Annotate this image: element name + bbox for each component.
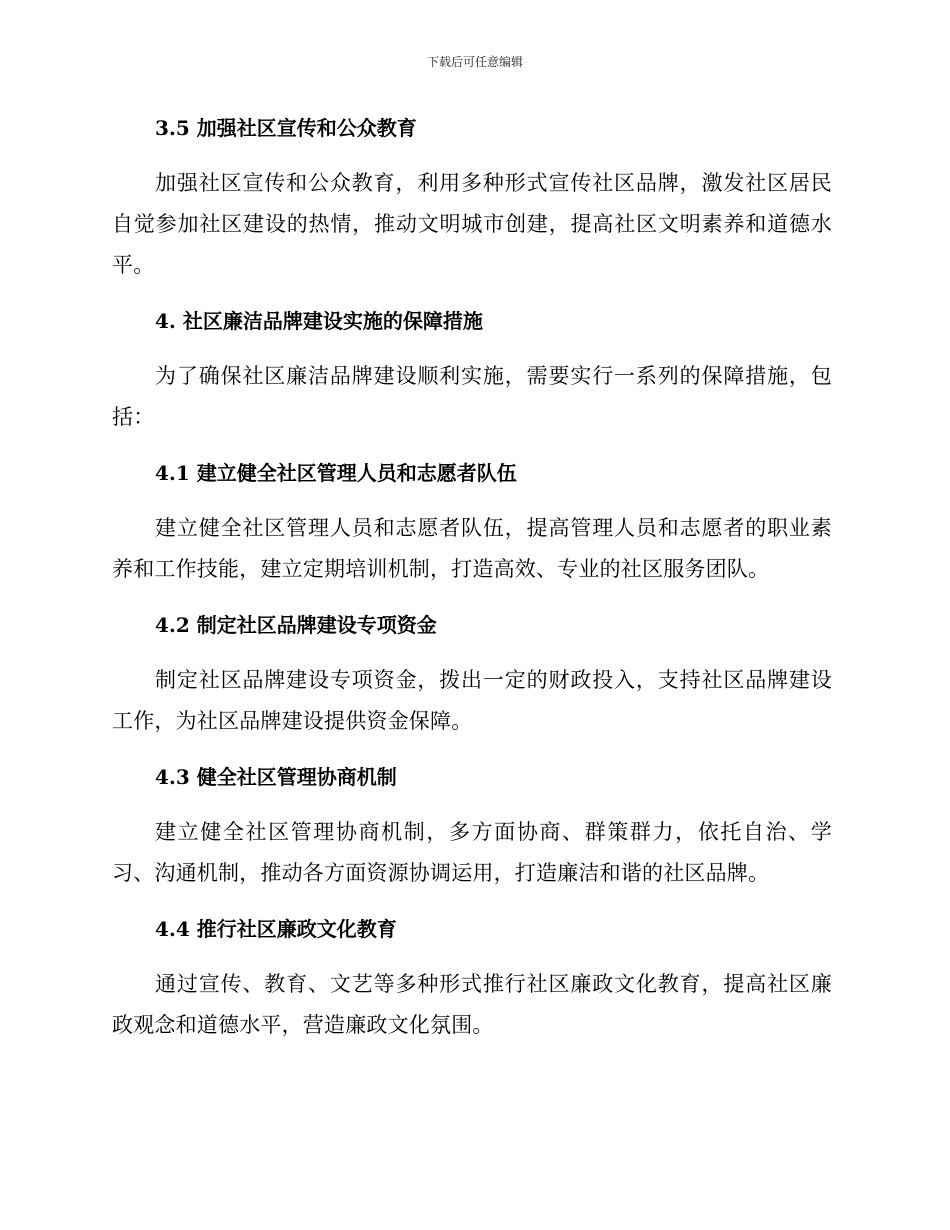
section-paragraph-4-3: 建立健全社区管理协商机制，多方面协商、群策群力，依托自治、学习、沟通机制，推动各方面资源协调运用，打造廉洁和谐的社区品牌。 <box>112 820 832 885</box>
section-heading-4-4: 4.4 推行社区廉政文化教育 <box>155 917 397 941</box>
section-heading-3-5: 3.5 加强社区宣传和公众教育 <box>155 116 417 140</box>
section-paragraph-3-5: 加强社区宣传和公众教育，利用多种形式宣传社区品牌，激发社区居民自觉参加社区建设的热情，推动文明城市创建，提高社区文明素养和道德水平。 <box>112 171 832 277</box>
section-heading-4-1: 4.1 建立健全社区管理人员和志愿者队伍 <box>155 461 517 485</box>
section-paragraph-4-4: 通过宣传、教育、文艺等多种形式推行社区廉政文化教育，提高社区廉政观念和道德水平，营造廉政文化氛围。 <box>112 972 832 1037</box>
section-heading-4-2: 4.2 制定社区品牌建设专项资金 <box>155 613 437 637</box>
section-paragraph-4: 为了确保社区廉洁品牌建设顺利实施，需要实行一系列的保障措施，包括： <box>112 364 832 429</box>
page-header-note: 下载后可任意编辑 <box>426 55 523 69</box>
section-paragraph-4-2: 制定社区品牌建设专项资金，拨出一定的财政投入，支持社区品牌建设工作，为社区品牌建设提供资金保障。 <box>112 668 832 733</box>
document-body <box>112 108 832 1046</box>
section-heading-4-3: 4.3 健全社区管理协商机制 <box>155 765 397 789</box>
section-heading-4: 4. 社区廉洁品牌建设实施的保障措施 <box>155 309 483 333</box>
section-paragraph-4-1: 建立健全社区管理人员和志愿者队伍，提高管理人员和志愿者的职业素养和工作技能，建立定期培训机制，打造高效、专业的社区服务团队。 <box>112 516 832 581</box>
